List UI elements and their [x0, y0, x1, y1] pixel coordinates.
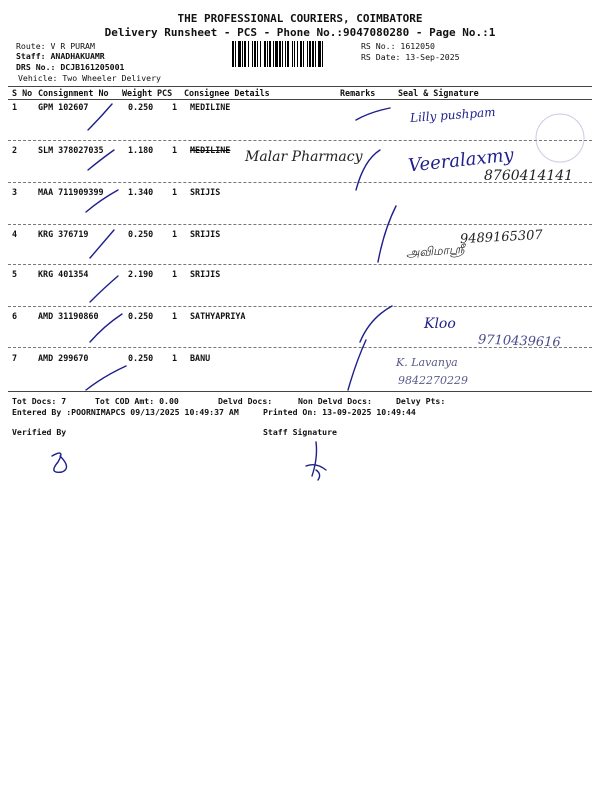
row-sno: 1: [12, 102, 18, 112]
row-consignment: AMD 31190860: [38, 311, 99, 321]
col-seal: Seal & Signature: [398, 88, 479, 98]
row-weight: 0.250: [128, 311, 154, 321]
rs-number: RS No.: 1612050: [361, 41, 435, 51]
barcode-icon: [232, 41, 354, 67]
row-weight: 0.250: [128, 353, 154, 363]
hw-row2-sign: Veeralaxmy: [407, 144, 515, 177]
col-consignee: Consignee Details: [184, 88, 270, 98]
hw-row1-sign: Lilly pushpam: [409, 105, 496, 125]
row-consignment: SLM 378027035: [38, 145, 104, 155]
hw-row2-name: Malar Pharmacy: [245, 149, 363, 165]
route-label: Route: V R PURAM: [16, 41, 95, 51]
row-pcs: 1: [172, 353, 178, 363]
row-consignee: BANU: [190, 353, 211, 363]
row-divider: [8, 306, 592, 307]
row-consignee: SATHYAPRIYA: [190, 311, 246, 321]
row-consignment: AMD 299670: [38, 353, 89, 363]
row-weight: 1.340: [128, 187, 154, 197]
row-weight: 1.180: [128, 145, 154, 155]
row-sno: 5: [12, 269, 18, 279]
row-consignee: MEDILINE: [190, 145, 231, 155]
row-weight: 0.250: [128, 102, 154, 112]
row-pcs: 1: [172, 102, 178, 112]
vehicle-label: Vehicle: Two Wheeler Delivery: [18, 73, 161, 83]
row-sno: 3: [12, 187, 18, 197]
delvy-pts: Delvy Pts:: [396, 396, 446, 406]
row-consignment: KRG 401354: [38, 269, 89, 279]
hw-row2-phone: 8760414141: [484, 168, 574, 184]
header-bottom-rule: [8, 99, 592, 100]
runsheet-title: Delivery Runsheet - PCS - Phone No.:9047080280 - Page No.:1: [104, 26, 496, 39]
row-pcs: 1: [172, 311, 178, 321]
printed-on: Printed On: 13-09-2025 10:49:44: [263, 407, 416, 417]
staff-signature-label: Staff Signature: [263, 427, 337, 437]
staff-label: Staff: ANADHAKUAMR: [16, 51, 105, 61]
col-consignment: Consignment No: [38, 88, 109, 98]
row-consignment: MAA 711909399: [38, 187, 104, 197]
row-divider: [8, 140, 592, 141]
row-divider: [8, 224, 592, 225]
row-consignment: GPM 102607: [38, 102, 89, 112]
tot-docs: Tot Docs: 7: [12, 396, 67, 406]
row-consignee: SRIJIS: [190, 269, 221, 279]
row-consignee: SRIJIS: [190, 187, 221, 197]
hw-row6-phone: 9710439616: [477, 332, 561, 351]
table-bottom-rule: [8, 391, 592, 392]
row-consignee: MEDILINE: [190, 102, 231, 112]
row-weight: 2.190: [128, 269, 154, 279]
header-top-rule: [8, 86, 592, 87]
col-remarks: Remarks: [340, 88, 376, 98]
col-weight: Weight: [122, 88, 153, 98]
rs-date: RS Date: 13-Sep-2025: [361, 52, 460, 62]
hw-row4-phone: 9489165307: [459, 227, 544, 248]
row-weight: 0.250: [128, 229, 154, 239]
company-title: THE PROFESSIONAL COURIERS, COIMBATORE: [177, 12, 423, 25]
non-delvd-docs: Non Delvd Docs:: [298, 396, 372, 406]
row-sno: 4: [12, 229, 18, 239]
hw-row4-name: அவிமாஸ்ரீ: [405, 241, 465, 261]
row-sno: 7: [12, 353, 18, 363]
row-sno: 2: [12, 145, 18, 155]
verified-by-label: Verified By: [12, 427, 67, 437]
row-divider: [8, 264, 592, 265]
delvd-docs: Delvd Docs:: [218, 396, 273, 406]
row-pcs: 1: [172, 229, 178, 239]
row-consignment: KRG 376719: [38, 229, 89, 239]
row-consignee: SRIJIS: [190, 229, 221, 239]
entered-by: Entered By :POORNIMAPCS 09/13/2025 10:49:37 AM: [12, 407, 239, 417]
col-pcs: PCS: [157, 88, 173, 98]
hw-row6-sign: Kloo: [424, 316, 456, 332]
row-pcs: 1: [172, 187, 178, 197]
hw-row7-name: K. Lavanya: [396, 356, 458, 369]
col-sno: S No: [12, 88, 33, 98]
row-sno: 6: [12, 311, 18, 321]
tot-cod: Tot COD Amt: 0.00: [95, 396, 179, 406]
drs-number: DRS No.: DCJB161205001: [16, 62, 125, 72]
row-pcs: 1: [172, 269, 178, 279]
row-pcs: 1: [172, 145, 178, 155]
hw-row7-phone: 9842270229: [398, 374, 468, 387]
